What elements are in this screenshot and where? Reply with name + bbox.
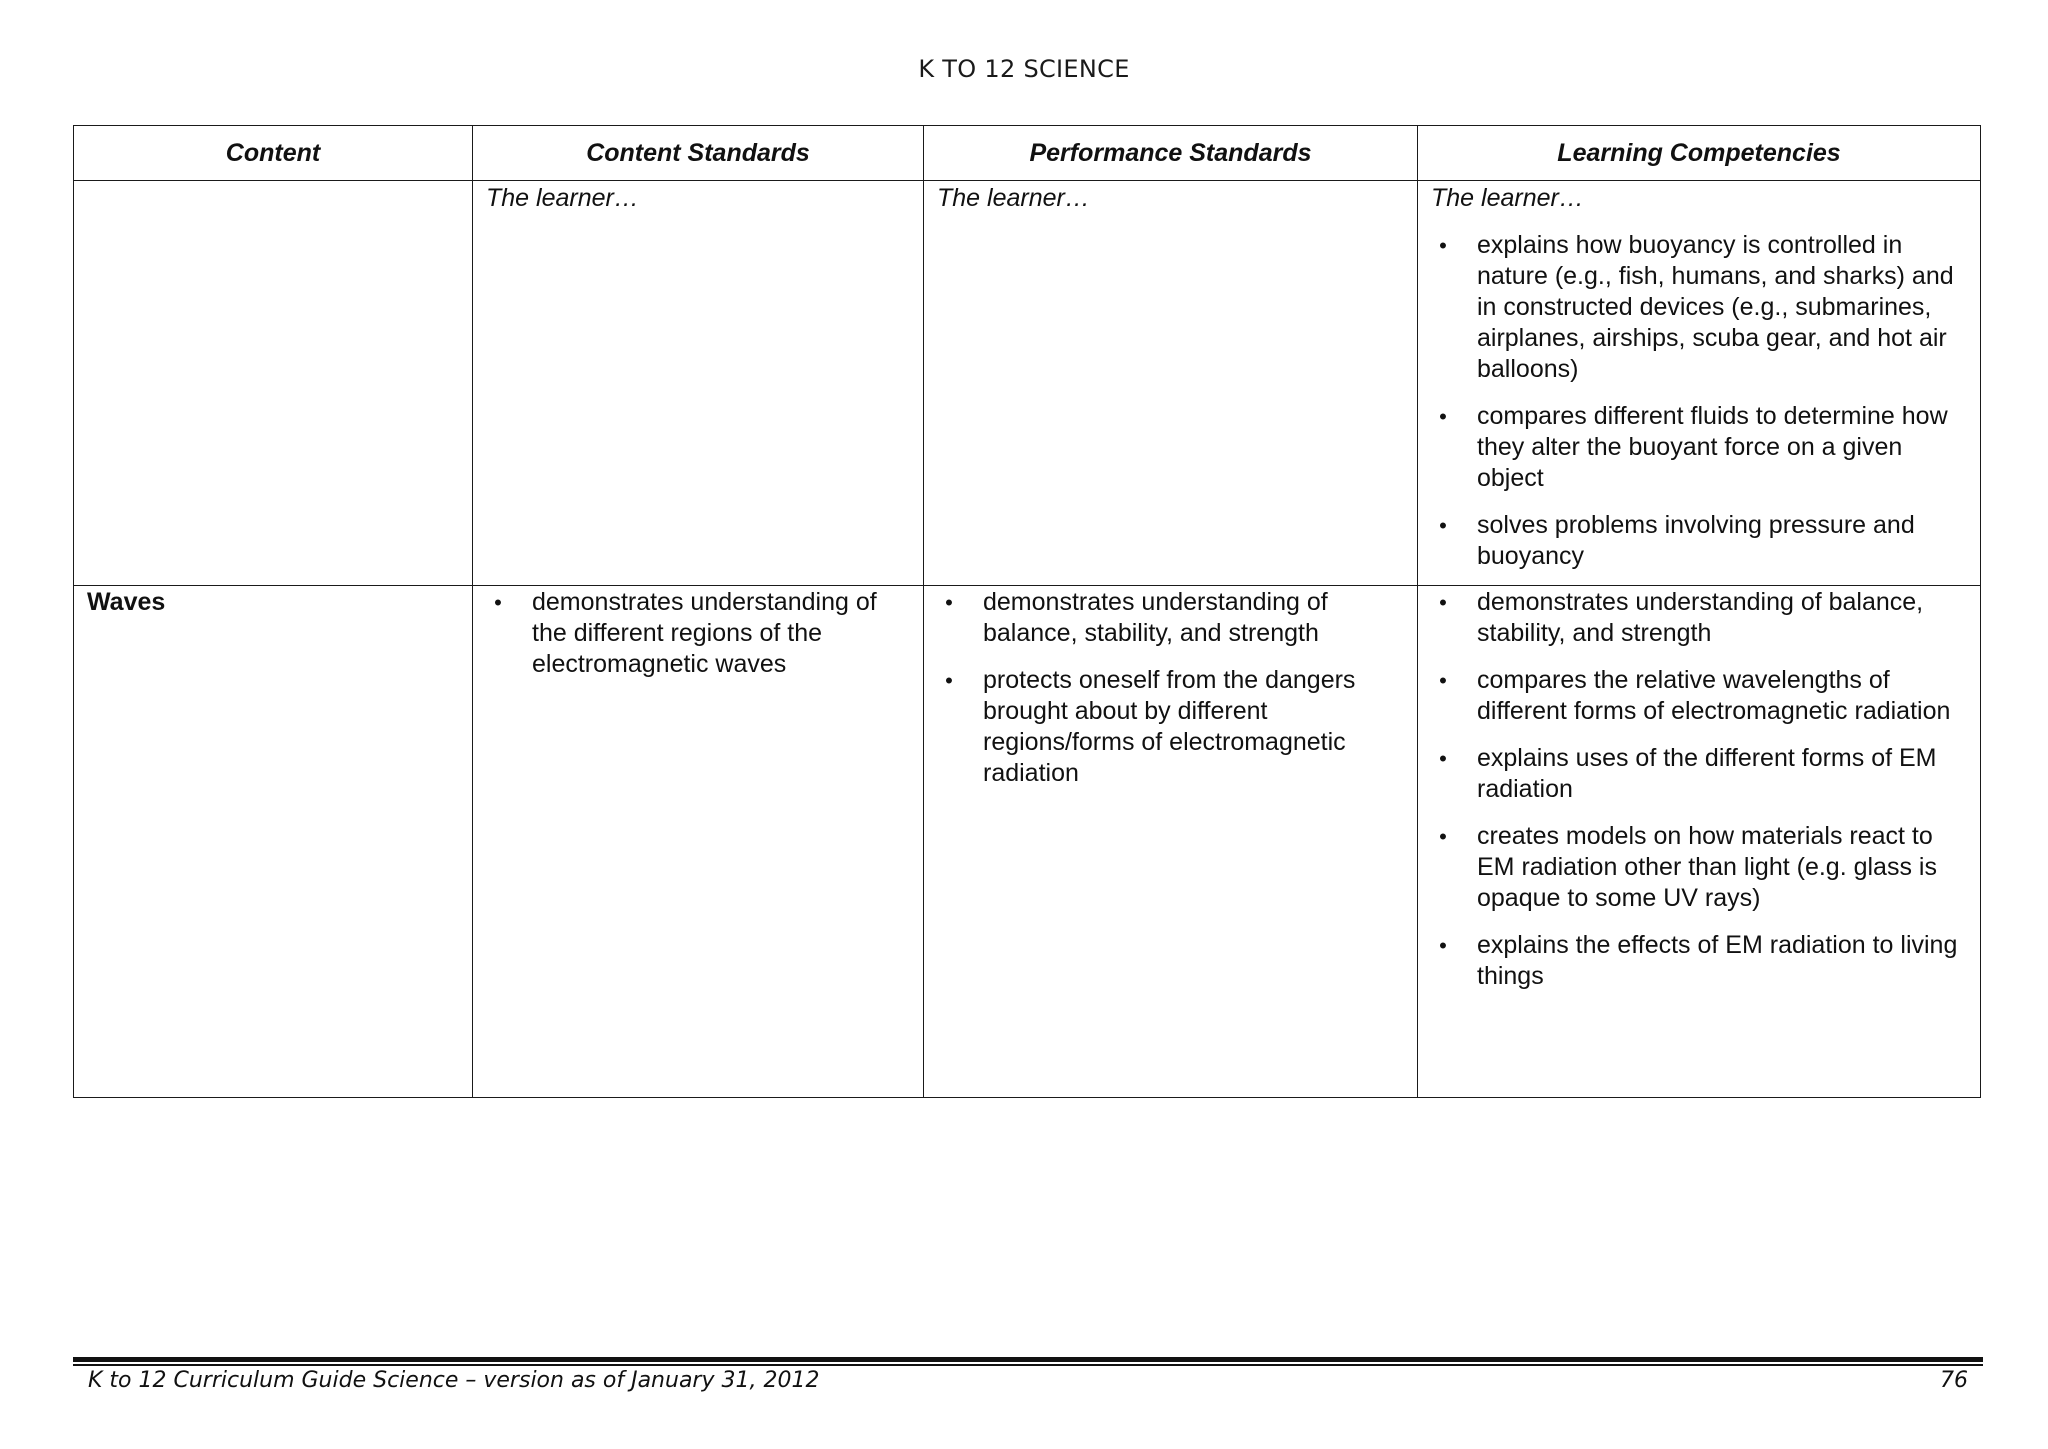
- bullet-icon: •: [1439, 824, 1447, 849]
- bullet-icon: •: [1439, 404, 1447, 429]
- table-row: [74, 586, 1981, 1098]
- competency-text: explains the effects of EM radiation to living things: [1477, 931, 1958, 990]
- competency-list: [1431, 230, 1968, 572]
- page-header: K TO 12 SCIENCE: [918, 55, 1130, 83]
- competency-text: creates models on how materials react to EM radiation other than light (e.g. glass is opaque to some UV rays): [1477, 822, 1937, 912]
- list-item: [1431, 930, 1968, 992]
- column-header-content-standards: Content Standards: [473, 126, 924, 181]
- performance-standards-cell: [924, 586, 1418, 1098]
- bullet-icon: •: [1439, 933, 1447, 958]
- column-header-learning-competencies: Learning Competencies: [1418, 126, 1981, 181]
- table-header-row: [74, 126, 1981, 181]
- competency-text: compares different fluids to determine how they alter the buoyant force on a given object: [1477, 402, 1948, 492]
- list-item: [937, 587, 1405, 649]
- column-header-content: Content: [74, 126, 473, 181]
- list-item: [937, 665, 1405, 789]
- competency-text: explains uses of the different forms of EM radiation: [1477, 744, 1937, 803]
- table-row: [74, 181, 1981, 586]
- list-item: [486, 587, 911, 680]
- content-standards-cell: [473, 181, 924, 586]
- learner-lead: The learner…: [486, 184, 639, 212]
- content-cell: [74, 586, 473, 1098]
- competency-text: solves problems involving pressure and buoyancy: [1477, 511, 1915, 570]
- bullet-icon: •: [1439, 668, 1447, 693]
- footer-version-text: K to 12 Curriculum Guide Science – version as of January 31, 2012: [88, 1368, 820, 1393]
- standard-text: protects oneself from the dangers brought about by different regions/forms of electromagnetic radiation: [983, 666, 1356, 787]
- column-header-performance-standards: Performance Standards: [924, 126, 1418, 181]
- competency-list: [1431, 587, 1968, 992]
- list-item: [1431, 665, 1968, 727]
- bullet-icon: •: [1439, 590, 1447, 615]
- content-standards-cell: [473, 586, 924, 1098]
- content-standards-list: [486, 587, 911, 680]
- standard-text: demonstrates understanding of balance, stability, and strength: [983, 588, 1328, 647]
- list-item: [1431, 510, 1968, 572]
- standard-text: demonstrates understanding of the different regions of the electromagnetic waves: [532, 588, 877, 678]
- footer-rule: [73, 1357, 1983, 1362]
- learner-lead: The learner…: [1431, 184, 1584, 212]
- competency-text: demonstrates understanding of balance, stability, and strength: [1477, 588, 1924, 647]
- learner-lead: The learner…: [937, 184, 1090, 212]
- performance-standards-cell: [924, 181, 1418, 586]
- list-item: [1431, 743, 1968, 805]
- footer-rule-thin: [73, 1364, 1983, 1366]
- learning-competencies-cell: [1418, 586, 1981, 1098]
- bullet-icon: •: [1439, 513, 1447, 538]
- bullet-icon: •: [945, 590, 953, 615]
- competency-text: explains how buoyancy is controlled in nature (e.g., fish, humans, and sharks) and in constructed devices (e.g., submarines, airplanes, airships, scuba gear, and hot air balloons): [1477, 231, 1954, 383]
- list-item: [1431, 821, 1968, 914]
- competency-text: compares the relative wavelengths of different forms of electromagnetic radiation: [1477, 666, 1951, 725]
- page-number: 76: [1940, 1368, 1968, 1393]
- list-item: [1431, 401, 1968, 494]
- curriculum-table: [73, 125, 1981, 1098]
- bullet-icon: •: [1439, 233, 1447, 258]
- bullet-icon: •: [494, 590, 502, 615]
- performance-standards-list: [937, 587, 1405, 789]
- bullet-icon: •: [1439, 746, 1447, 771]
- learning-competencies-cell: [1418, 181, 1981, 586]
- bullet-icon: •: [945, 668, 953, 693]
- list-item: [1431, 230, 1968, 385]
- content-topic-waves: Waves: [87, 588, 166, 616]
- list-item: [1431, 587, 1968, 649]
- content-cell: [74, 181, 473, 586]
